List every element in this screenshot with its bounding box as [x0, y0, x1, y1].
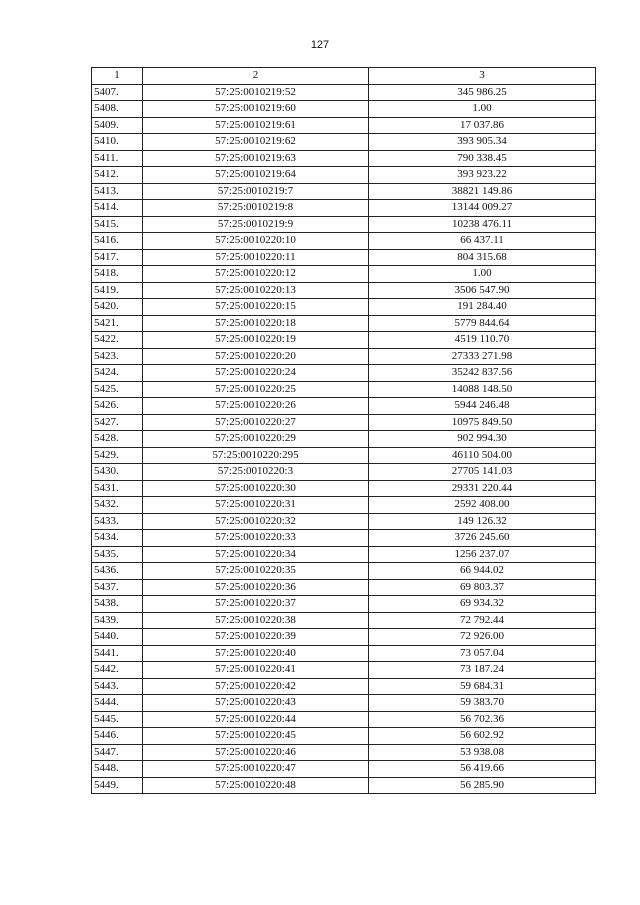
table-row [92, 315, 596, 332]
row-number-cell: 5435. [92, 546, 143, 563]
cadastral-value-cell: 1.00 [369, 266, 596, 283]
row-number-cell: 5425. [92, 381, 143, 398]
cadastral-value-cell: 17 037.86 [369, 117, 596, 134]
cadastral-number-cell: 57:25:0010220:42 [143, 678, 369, 695]
table-row [92, 431, 596, 448]
row-number-cell: 5432. [92, 497, 143, 514]
cadastral-number-cell: 57:25:0010220:33 [143, 530, 369, 547]
cadastral-value-cell: 149 126.32 [369, 513, 596, 530]
cadastral-number-cell: 57:25:0010220:29 [143, 431, 369, 448]
table-row [92, 117, 596, 134]
cadastral-number-cell: 57:25:0010220:45 [143, 728, 369, 745]
table-row [92, 629, 596, 646]
cadastral-number-cell: 57:25:0010220:13 [143, 282, 369, 299]
row-number-cell: 5437. [92, 579, 143, 596]
cadastral-number-cell: 57:25:0010219:52 [143, 84, 369, 101]
table-row [92, 266, 596, 283]
table-row [92, 381, 596, 398]
row-number-cell: 5420. [92, 299, 143, 316]
cadastral-value-cell: 10238 476.11 [369, 216, 596, 233]
cadastral-value-cell: 804 315.68 [369, 249, 596, 266]
cadastral-value-cell: 3726 245.60 [369, 530, 596, 547]
table-row [92, 282, 596, 299]
row-number-cell: 5444. [92, 695, 143, 712]
row-number-cell: 5434. [92, 530, 143, 547]
cadastral-value-cell: 59 684.31 [369, 678, 596, 695]
cadastral-number-cell: 57:25:0010220:40 [143, 645, 369, 662]
row-number-cell: 5441. [92, 645, 143, 662]
table-row [92, 167, 596, 184]
row-number-cell: 5448. [92, 761, 143, 778]
cadastral-value-cell: 56 419.66 [369, 761, 596, 778]
row-number-cell: 5408. [92, 101, 143, 118]
cadastral-value-cell: 393 923.22 [369, 167, 596, 184]
row-number-cell: 5418. [92, 266, 143, 283]
row-number-cell: 5440. [92, 629, 143, 646]
cadastral-number-cell: 57:25:0010220:46 [143, 744, 369, 761]
cadastral-value-cell: 66 944.02 [369, 563, 596, 580]
table-row [92, 645, 596, 662]
table-row [92, 761, 596, 778]
row-number-cell: 5445. [92, 711, 143, 728]
cadastral-value-cell: 4519 110.70 [369, 332, 596, 349]
cadastral-number-cell: 57:25:0010220:10 [143, 233, 369, 250]
cadastral-number-cell: 57:25:0010220:30 [143, 480, 369, 497]
table-row [92, 728, 596, 745]
table-row [92, 134, 596, 151]
table-header-row [92, 68, 596, 85]
cadastral-number-cell: 57:25:0010220:43 [143, 695, 369, 712]
table-row [92, 530, 596, 547]
row-number-cell: 5421. [92, 315, 143, 332]
cadastral-number-cell: 57:25:0010220:31 [143, 497, 369, 514]
row-number-cell: 5410. [92, 134, 143, 151]
row-number-cell: 5430. [92, 464, 143, 481]
cadastral-value-cell: 345 986.25 [369, 84, 596, 101]
row-number-cell: 5412. [92, 167, 143, 184]
cadastral-number-cell: 57:25:0010219:63 [143, 150, 369, 167]
row-number-cell: 5415. [92, 216, 143, 233]
cadastral-value-cell: 69 803.37 [369, 579, 596, 596]
cadastral-number-cell: 57:25:0010220:41 [143, 662, 369, 679]
row-number-cell: 5413. [92, 183, 143, 200]
cadastral-number-cell: 57:25:0010219:9 [143, 216, 369, 233]
cadastral-number-cell: 57:25:0010220:34 [143, 546, 369, 563]
table-row [92, 711, 596, 728]
cadastral-number-cell: 57:25:0010220:25 [143, 381, 369, 398]
row-number-cell: 5447. [92, 744, 143, 761]
row-number-cell: 5433. [92, 513, 143, 530]
cadastral-number-cell: 57:25:0010220:12 [143, 266, 369, 283]
cadastral-value-cell: 69 934.32 [369, 596, 596, 613]
cadastral-number-cell: 57:25:0010219:61 [143, 117, 369, 134]
cadastral-number-cell: 57:25:0010219:7 [143, 183, 369, 200]
cadastral-value-cell: 29331 220.44 [369, 480, 596, 497]
cadastral-value-cell: 14088 148.50 [369, 381, 596, 398]
table-row [92, 447, 596, 464]
cadastral-number-cell: 57:25:0010220:24 [143, 365, 369, 382]
cadastral-value-cell: 59 383.70 [369, 695, 596, 712]
cadastral-value-cell: 56 285.90 [369, 777, 596, 794]
row-number-cell: 5431. [92, 480, 143, 497]
row-number-cell: 5449. [92, 777, 143, 794]
column-header-1: 1 [92, 68, 143, 85]
cadastral-value-cell: 72 926.00 [369, 629, 596, 646]
table-row [92, 299, 596, 316]
cadastral-number-cell: 57:25:0010220:44 [143, 711, 369, 728]
row-number-cell: 5426. [92, 398, 143, 415]
cadastral-number-cell: 57:25:0010220:32 [143, 513, 369, 530]
cadastral-number-cell: 57:25:0010220:15 [143, 299, 369, 316]
table-body [92, 68, 596, 794]
row-number-cell: 5419. [92, 282, 143, 299]
cadastral-value-cell: 73 187.24 [369, 662, 596, 679]
cadastral-number-cell: 57:25:0010220:295 [143, 447, 369, 464]
cadastral-value-cell: 393 905.34 [369, 134, 596, 151]
table-row [92, 513, 596, 530]
cadastral-number-cell: 57:25:0010220:3 [143, 464, 369, 481]
cadastral-number-cell: 57:25:0010219:62 [143, 134, 369, 151]
table-row [92, 348, 596, 365]
cadastral-value-cell: 66 437.11 [369, 233, 596, 250]
table-row [92, 398, 596, 415]
table-row [92, 183, 596, 200]
cadastral-value-cell: 5944 246.48 [369, 398, 596, 415]
cadastral-value-table [91, 67, 596, 794]
cadastral-number-cell: 57:25:0010219:8 [143, 200, 369, 217]
table-row [92, 546, 596, 563]
table-row [92, 777, 596, 794]
row-number-cell: 5424. [92, 365, 143, 382]
table-row [92, 695, 596, 712]
cadastral-value-cell: 38821 149.86 [369, 183, 596, 200]
cadastral-value-cell: 27705 141.03 [369, 464, 596, 481]
cadastral-number-cell: 57:25:0010220:36 [143, 579, 369, 596]
row-number-cell: 5409. [92, 117, 143, 134]
cadastral-number-cell: 57:25:0010220:39 [143, 629, 369, 646]
cadastral-value-cell: 902 994.30 [369, 431, 596, 448]
table-row [92, 579, 596, 596]
column-header-2: 2 [143, 68, 369, 85]
table-row [92, 150, 596, 167]
table-row [92, 678, 596, 695]
table-row [92, 662, 596, 679]
cadastral-number-cell: 57:25:0010220:20 [143, 348, 369, 365]
row-number-cell: 5427. [92, 414, 143, 431]
row-number-cell: 5411. [92, 150, 143, 167]
table-row [92, 216, 596, 233]
cadastral-number-cell: 57:25:0010220:47 [143, 761, 369, 778]
cadastral-value-cell: 53 938.08 [369, 744, 596, 761]
table-row [92, 233, 596, 250]
table-row [92, 497, 596, 514]
cadastral-number-cell: 57:25:0010219:64 [143, 167, 369, 184]
row-number-cell: 5443. [92, 678, 143, 695]
cadastral-number-cell: 57:25:0010220:18 [143, 315, 369, 332]
row-number-cell: 5407. [92, 84, 143, 101]
cadastral-value-cell: 5779 844.64 [369, 315, 596, 332]
table-row [92, 414, 596, 431]
cadastral-number-cell: 57:25:0010220:26 [143, 398, 369, 415]
page-number: 127 [310, 39, 330, 51]
table-row [92, 200, 596, 217]
row-number-cell: 5429. [92, 447, 143, 464]
row-number-cell: 5422. [92, 332, 143, 349]
cadastral-number-cell: 57:25:0010219:60 [143, 101, 369, 118]
table-row [92, 332, 596, 349]
cadastral-value-cell: 3506 547.90 [369, 282, 596, 299]
cadastral-number-cell: 57:25:0010220:48 [143, 777, 369, 794]
cadastral-number-cell: 57:25:0010220:38 [143, 612, 369, 629]
row-number-cell: 5416. [92, 233, 143, 250]
cadastral-number-cell: 57:25:0010220:35 [143, 563, 369, 580]
cadastral-value-cell: 2592 408.00 [369, 497, 596, 514]
row-number-cell: 5446. [92, 728, 143, 745]
table-row [92, 596, 596, 613]
cadastral-value-cell: 1.00 [369, 101, 596, 118]
cadastral-number-cell: 57:25:0010220:19 [143, 332, 369, 349]
cadastral-value-cell: 790 338.45 [369, 150, 596, 167]
cadastral-value-cell: 46110 504.00 [369, 447, 596, 464]
table-row [92, 464, 596, 481]
cadastral-number-cell: 57:25:0010220:27 [143, 414, 369, 431]
cadastral-value-cell: 73 057.04 [369, 645, 596, 662]
table-row [92, 612, 596, 629]
column-header-3: 3 [369, 68, 596, 85]
row-number-cell: 5439. [92, 612, 143, 629]
cadastral-value-cell: 191 284.40 [369, 299, 596, 316]
cadastral-value-cell: 35242 837.56 [369, 365, 596, 382]
row-number-cell: 5417. [92, 249, 143, 266]
cadastral-value-cell: 27333 271.98 [369, 348, 596, 365]
row-number-cell: 5436. [92, 563, 143, 580]
row-number-cell: 5428. [92, 431, 143, 448]
table-row [92, 249, 596, 266]
table-row [92, 563, 596, 580]
table-row [92, 84, 596, 101]
cadastral-value-cell: 56 702.36 [369, 711, 596, 728]
cadastral-number-cell: 57:25:0010220:37 [143, 596, 369, 613]
row-number-cell: 5438. [92, 596, 143, 613]
cadastral-value-cell: 10975 849.50 [369, 414, 596, 431]
table-row [92, 744, 596, 761]
cadastral-value-cell: 13144 009.27 [369, 200, 596, 217]
cadastral-number-cell: 57:25:0010220:11 [143, 249, 369, 266]
table-row [92, 365, 596, 382]
cadastral-value-cell: 1256 237.07 [369, 546, 596, 563]
table-row [92, 101, 596, 118]
row-number-cell: 5414. [92, 200, 143, 217]
cadastral-value-cell: 56 602.92 [369, 728, 596, 745]
cadastral-value-cell: 72 792.44 [369, 612, 596, 629]
row-number-cell: 5442. [92, 662, 143, 679]
row-number-cell: 5423. [92, 348, 143, 365]
table-row [92, 480, 596, 497]
